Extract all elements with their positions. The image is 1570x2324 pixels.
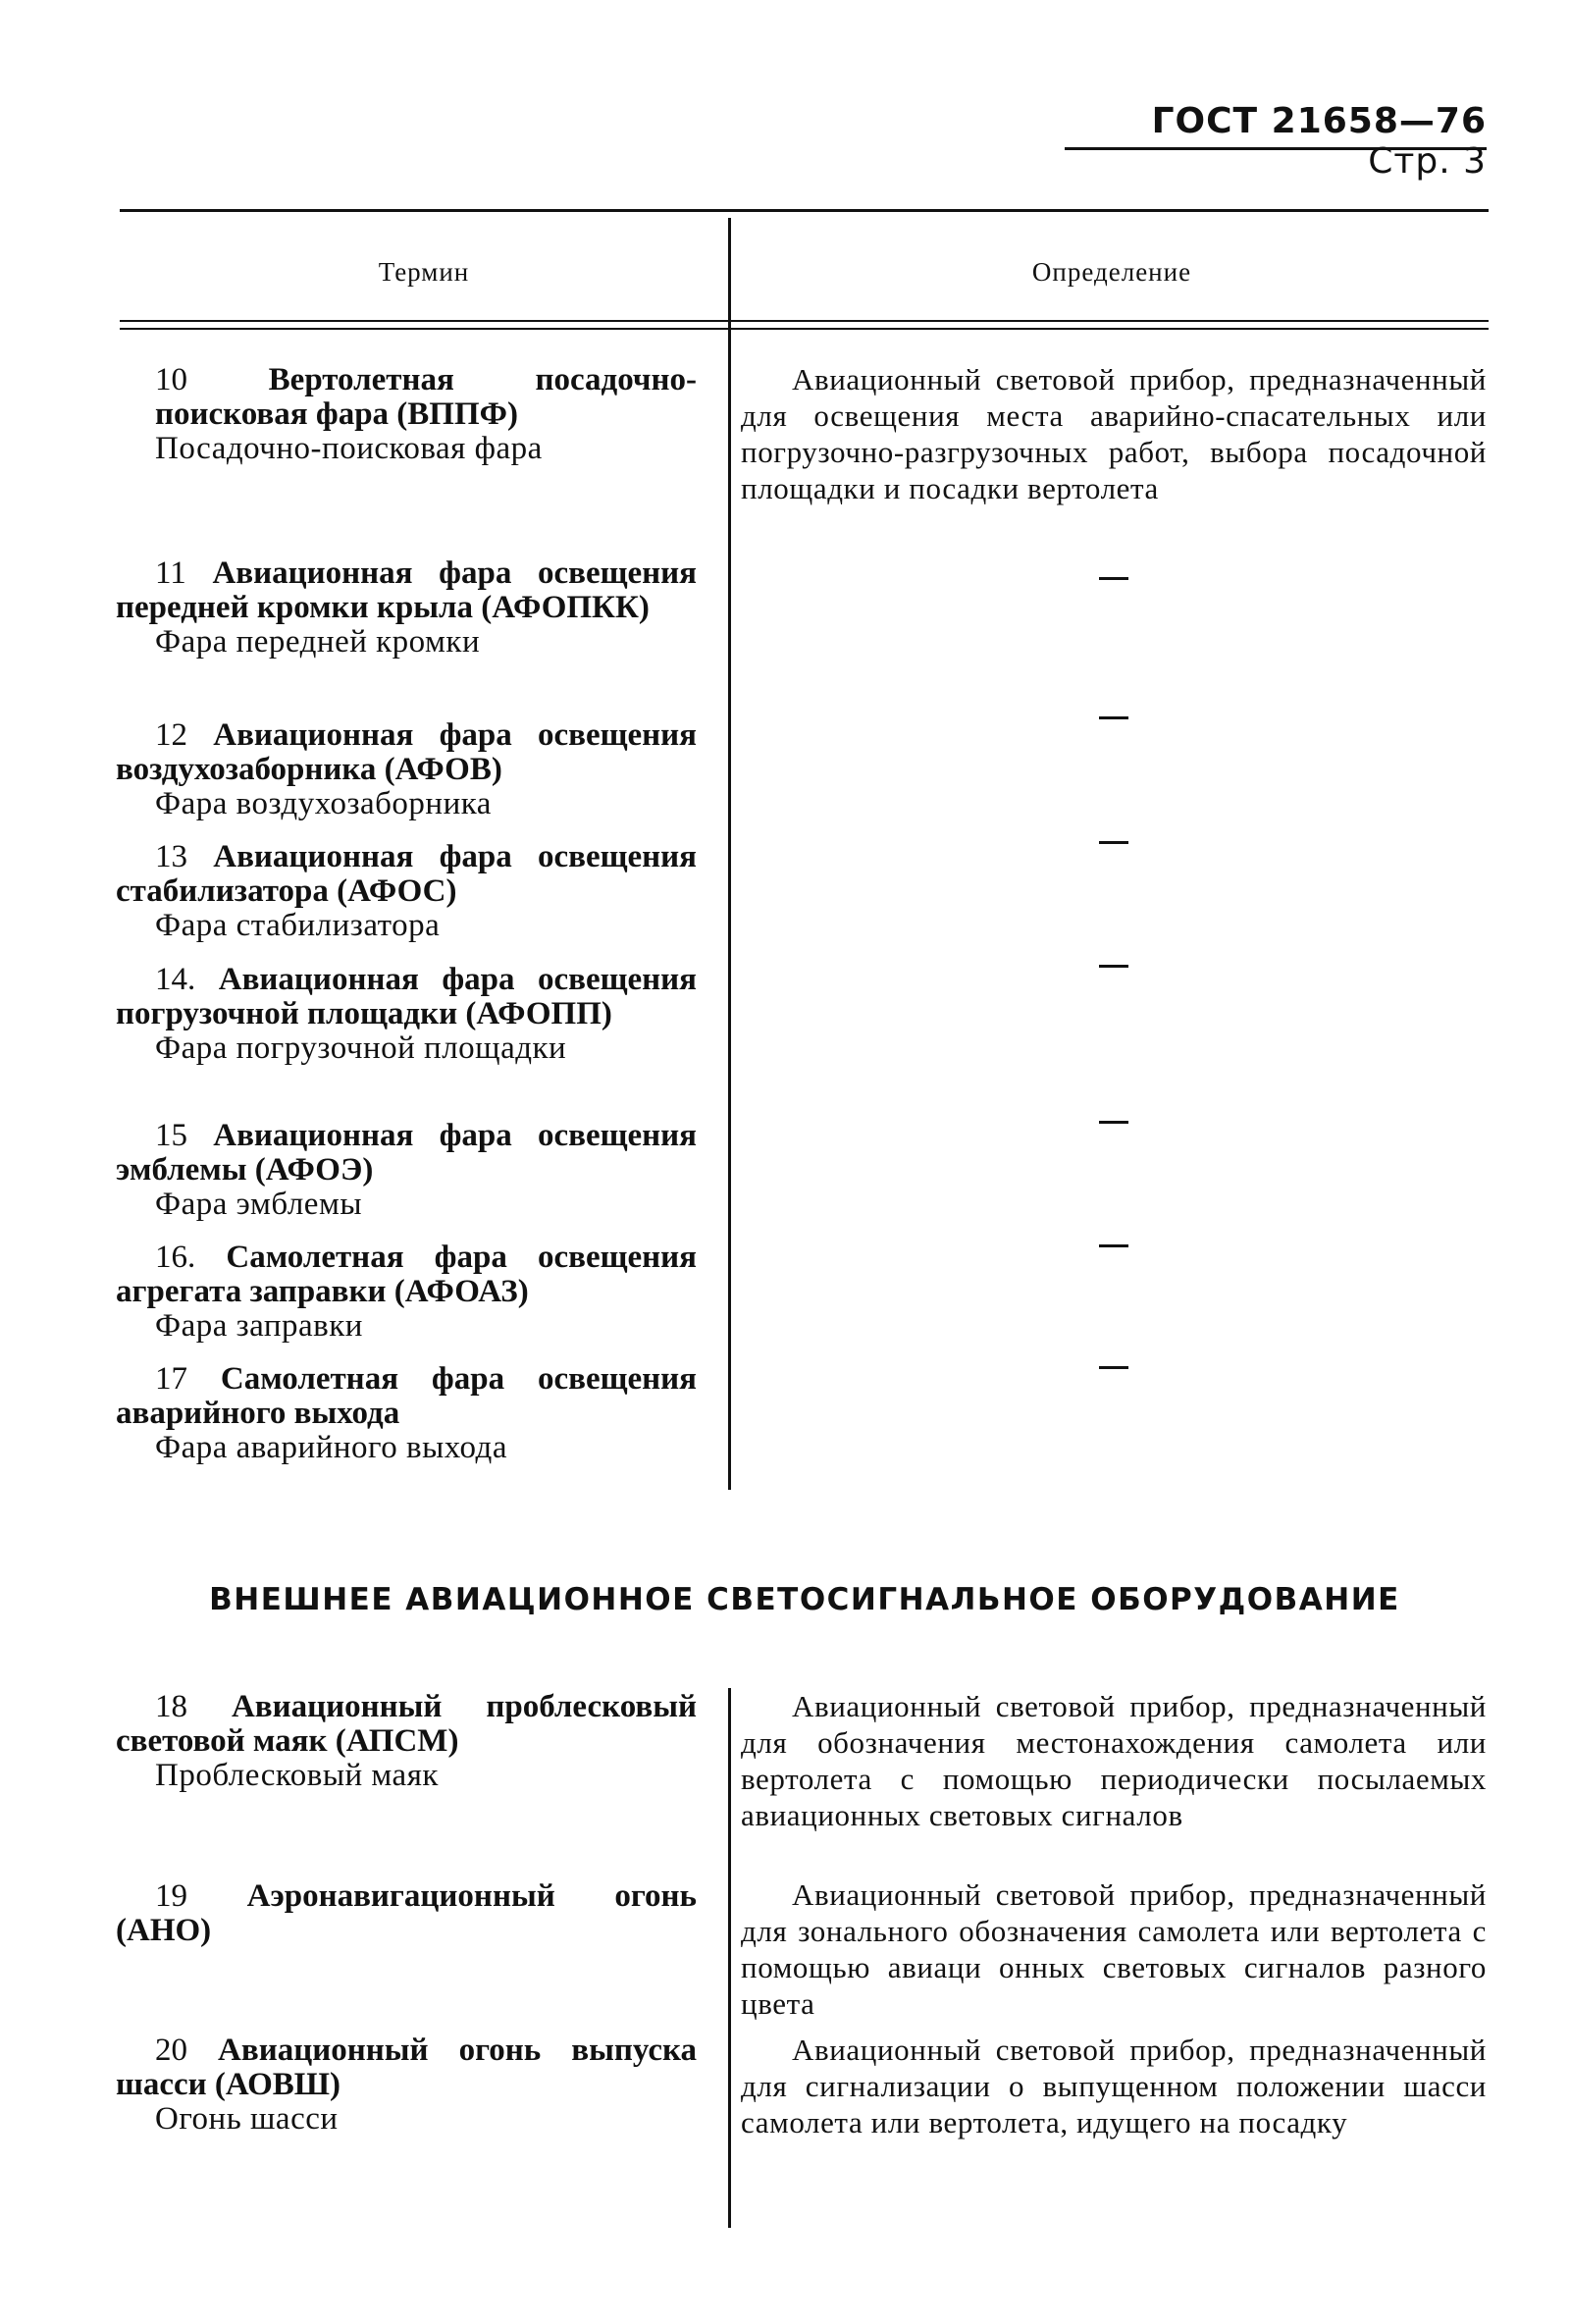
term-title [116, 840, 697, 909]
term-title [116, 1241, 697, 1309]
term-title [116, 963, 697, 1031]
definition-20: Авиационный световой прибор, предназначенный для сигнализации о выпущенном положении шасси самолета или вертолета, идущего на посадку [741, 2033, 1487, 2139]
term-entry-16 [116, 1241, 697, 1344]
term-synonym: Проблесковый маяк [155, 1758, 439, 1793]
term-name: Авиационный проблесковый световой маяк (АПСМ) [116, 1689, 697, 1759]
term-name: Авиационная фара освещения воздухозаборника (АФОВ) [116, 717, 698, 787]
term-entry-11 [116, 556, 697, 660]
term-title [116, 2034, 697, 2102]
definition-dash-12 [1099, 716, 1128, 719]
term-number: 15 [155, 1118, 187, 1153]
term-entry-18 [116, 1690, 697, 1793]
term-title [116, 1119, 697, 1188]
term-title [116, 363, 697, 432]
term-synonym: Фара передней кромки [155, 624, 481, 660]
definition-dash-15 [1099, 1121, 1128, 1124]
term-title [116, 1362, 697, 1431]
term-synonym: Фара эмблемы [155, 1187, 363, 1222]
term-synonym: Фара стабилизатора [155, 908, 441, 943]
term-entry-13 [116, 840, 697, 943]
term-name: Авиационная фара освещения эмблемы (АФОЭ) [116, 1118, 698, 1188]
term-entry-19 [116, 1879, 697, 1948]
page-number: Стр. 3 [1368, 141, 1487, 182]
term-number: 13 [155, 839, 187, 874]
term-name: Вертолетная посадочно-поисковая фара (ВППФ) [155, 362, 698, 432]
table-head-rule [120, 328, 1489, 330]
term-name: Авиационная фара освещения погрузочной площадки (АФОПП) [116, 962, 698, 1031]
term-number: 14. [155, 962, 196, 997]
definition-dash-16 [1099, 1244, 1128, 1247]
table-top-rule [120, 209, 1489, 212]
page-header [1065, 101, 1487, 182]
column-header-definition: Определение [1031, 257, 1192, 287]
definition-19: Авиационный световой прибор, предназначенный для зонального обозначения самолета или вертолета с помощью авиаци онных световых сигналов разного цвета [741, 1877, 1487, 2021]
term-number: 16. [155, 1240, 196, 1275]
term-synonym: Фара воздухозаборника [155, 786, 492, 821]
term-number: 11 [155, 555, 186, 591]
term-entry-20 [116, 2034, 697, 2137]
term-entry-17 [116, 1362, 697, 1465]
definition-dash-14 [1099, 965, 1128, 968]
term-number: 19 [155, 1878, 187, 1914]
term-synonym: Посадочно-поисковая фара [155, 431, 543, 466]
term-name: Авиационная фара освещения передней кромки крыла (АФОПКК) [116, 555, 698, 625]
term-name: Авиационный огонь выпуска шасси (АОВШ) [116, 2033, 698, 2102]
term-synonym: Фара заправки [155, 1308, 363, 1344]
term-title [116, 718, 697, 787]
column-header-term: Термин [378, 257, 470, 287]
table-head-rule [120, 320, 1489, 322]
column-divider [728, 1688, 731, 2228]
term-number: 17 [155, 1361, 187, 1397]
term-synonym: Огонь шасси [155, 2101, 339, 2137]
term-title [116, 556, 697, 625]
standard-code: ГОСТ 21658—76 [1151, 101, 1487, 141]
term-synonym: Фара погрузочной площадки [155, 1030, 567, 1066]
term-entry-14 [116, 963, 697, 1066]
term-entry-15 [116, 1119, 697, 1222]
term-entry-12 [116, 718, 697, 821]
term-title [116, 1690, 697, 1759]
term-number: 18 [155, 1689, 187, 1724]
term-name: Самолетная фара освещения агрегата заправки (АФОАЗ) [116, 1240, 697, 1309]
definition-18: Авиационный световой прибор, предназначенный для обозначения местонахождения самолета или вертолета с помощью периодически посылаемых авиационных световых сигналов [741, 1689, 1487, 1832]
definition-dash-13 [1099, 841, 1128, 844]
definition-10: Авиационный световой прибор, предназначенный для освещения места аварийно-спасательных или погрузочно-разгрузочных работ, выбора посадочной площадки и посадки вертолета [741, 362, 1487, 505]
term-number: 12 [155, 717, 187, 753]
term-title [116, 1879, 697, 1948]
term-name: Авиационная фара освещения стабилизатора (АФОС) [116, 839, 698, 909]
term-name: Аэронавигационный огонь (АНО) [116, 1878, 697, 1948]
term-number: 20 [155, 2033, 187, 2068]
term-name: Самолетная фара освещения аварийного выхода [116, 1361, 697, 1431]
column-divider [728, 218, 731, 1490]
definition-dash-17 [1099, 1366, 1128, 1369]
term-synonym: Фара аварийного выхода [155, 1430, 507, 1465]
definition-dash-11 [1099, 577, 1128, 580]
header-rule [1065, 147, 1487, 150]
term-entry-10 [116, 363, 697, 466]
term-number: 10 [155, 362, 187, 397]
section-title: ВНЕШНЕЕ АВИАЦИОННОЕ СВЕТОСИГНАЛЬНОЕ ОБОРУДОВАНИЕ [209, 1582, 1400, 1617]
